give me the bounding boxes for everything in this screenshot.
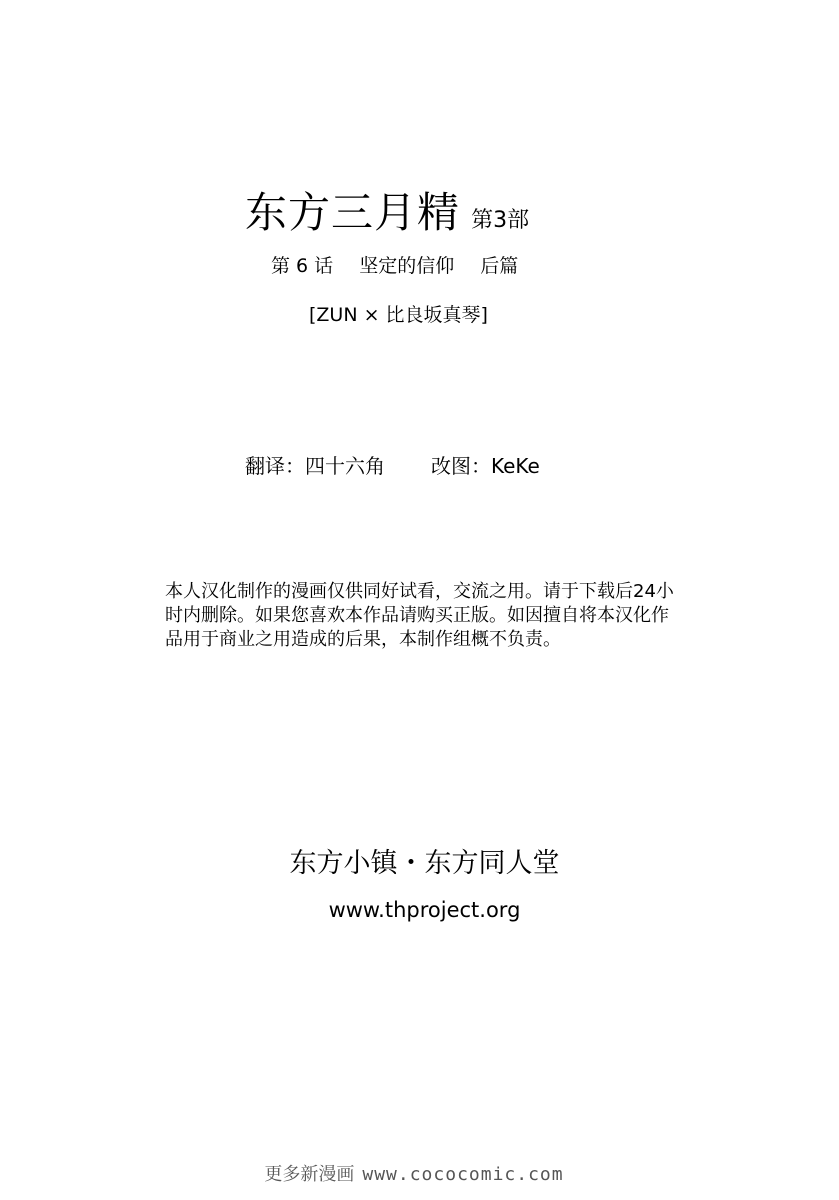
chapter-name: 坚定的信仰	[359, 255, 455, 277]
series-part: 第3部	[471, 208, 530, 233]
group-name: 东方小镇・东方同人堂	[289, 848, 560, 879]
original-credit: [ZUN × 比良坂真琴]	[309, 304, 488, 326]
chapter-section: 后篇	[480, 255, 519, 277]
chapter-number: 第 6 话	[271, 255, 334, 277]
translation-credit: 翻译：四十六角	[245, 454, 385, 478]
disclaimer-text: 本人汉化制作的漫画仅供同好试看，交流之用。请于下载后24小时内删除。如果您喜欢本作品请购买正版。如因擅自将本汉化作品用于商业之用造成的后果，本制作组概不负责。	[165, 581, 674, 650]
group-url[interactable]: www.thproject.org	[328, 898, 521, 922]
series-title: 东方三月精	[245, 188, 461, 237]
footer-label: 更多新漫画	[264, 1164, 355, 1185]
staff-credits	[245, 452, 540, 480]
editing-credit: 改图：KeKe	[431, 454, 540, 478]
footer-watermark	[0, 1163, 828, 1187]
title-block	[245, 186, 529, 240]
footer-url[interactable]: www.cococomic.com	[362, 1164, 564, 1185]
chapter-subtitle	[271, 253, 518, 279]
